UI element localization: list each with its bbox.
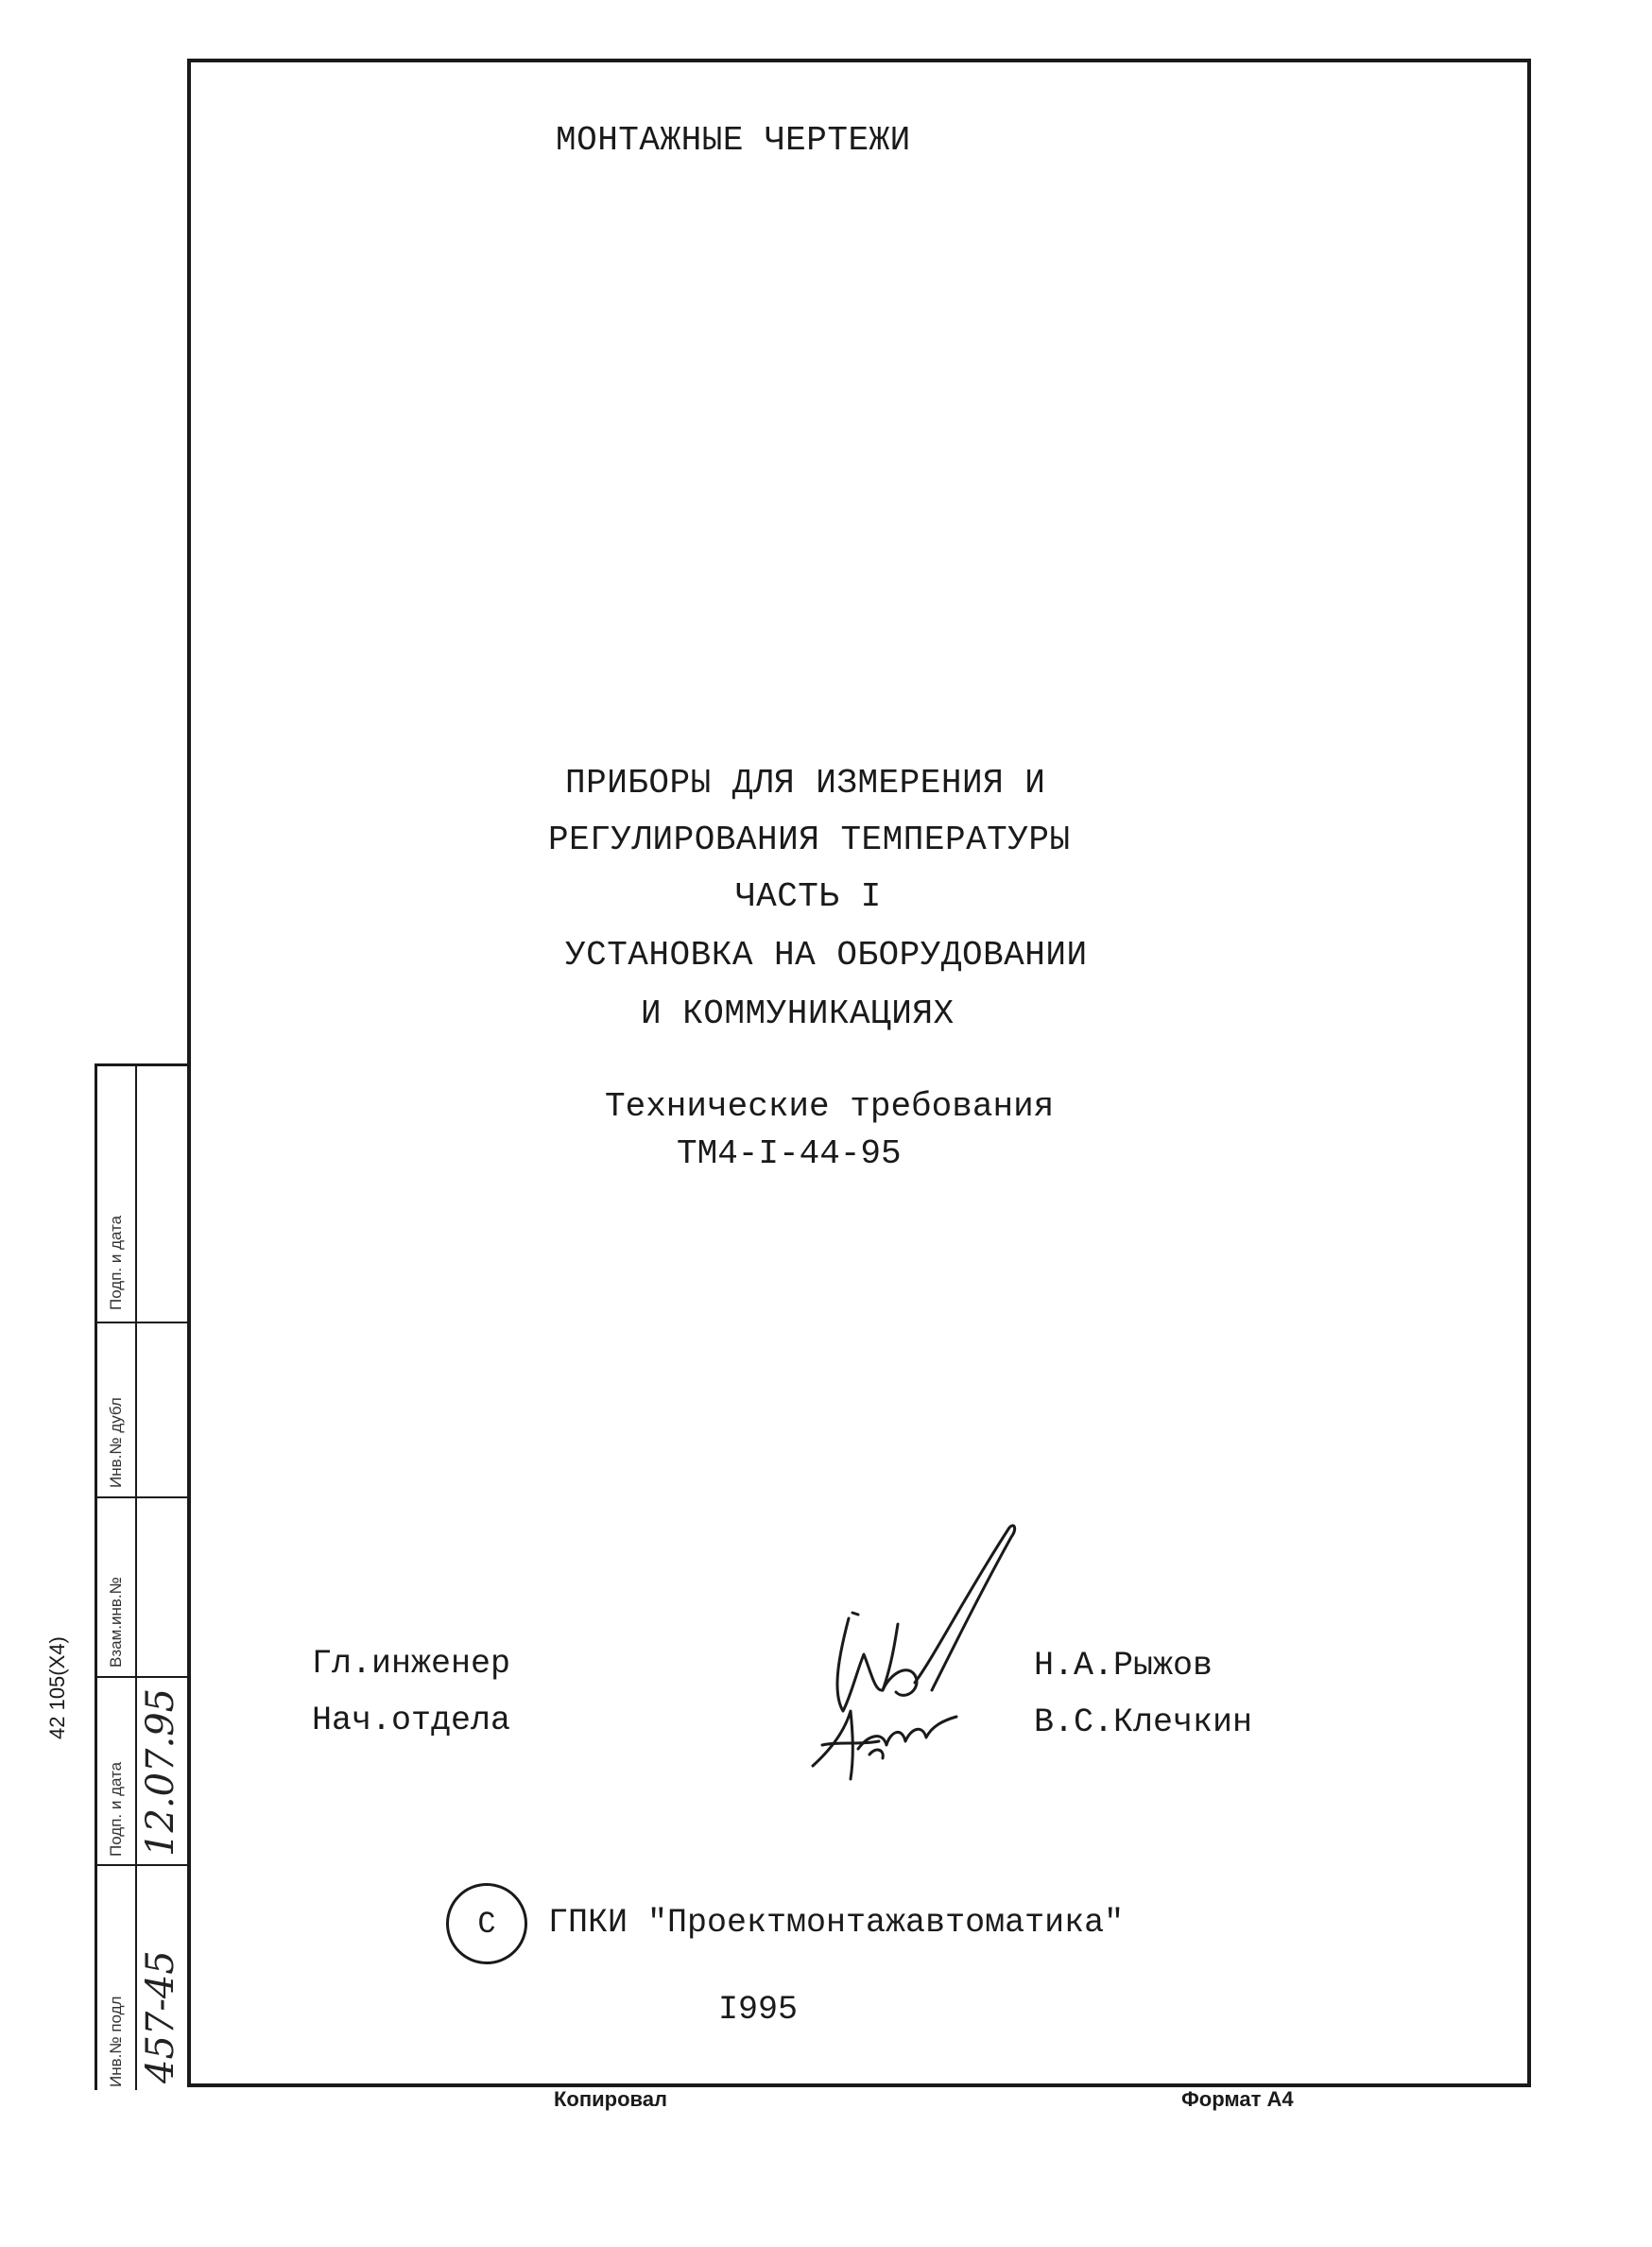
document-year: I995 — [718, 1991, 799, 2029]
signature-role-1: Гл.инженер — [312, 1645, 511, 1683]
signature-name-2: В.С.Клечкин — [1034, 1703, 1253, 1741]
footer-copied: Копировал — [554, 2087, 668, 2111]
stamp-label-podp-data: Подп. и дата — [107, 1761, 125, 1857]
stamp-row-divider — [97, 1496, 187, 1498]
stamp-label-inv-dubl: Инв.№ дубл — [107, 1397, 125, 1488]
stamp-inv-number: 457-45 — [139, 1950, 182, 2083]
title-line-4: УСТАНОВКА НА ОБОРУДОВАНИИ — [565, 936, 1088, 975]
handwritten-signature — [784, 1522, 1040, 1796]
title-line-5: И КОММУНИКАЦИЯХ — [641, 994, 955, 1033]
title-line-2: РЕГУЛИРОВАНИЯ ТЕМПЕРАТУРЫ — [548, 821, 1071, 859]
footer-format: Формат А4 — [1181, 2087, 1294, 2111]
side-stamp — [95, 1063, 187, 2090]
copyright-symbol: С — [477, 1906, 496, 1942]
stamp-row-divider — [97, 1322, 187, 1323]
stamp-label-podp-data-2: Подп. и дата — [107, 1215, 125, 1310]
subtitle: Технические требования — [605, 1087, 1055, 1126]
title-line-3: ЧАСТЬ I — [735, 877, 882, 916]
copyright-icon — [446, 1883, 527, 1964]
signature-name-1: Н.А.Рыжов — [1034, 1647, 1213, 1685]
stamp-date: 12.07.95 — [139, 1687, 182, 1857]
archive-code: 42 105(Х4) — [45, 1636, 69, 1739]
document-header: МОНТАЖНЫЕ ЧЕРТЕЖИ — [556, 121, 911, 160]
stamp-row-divider — [97, 1676, 187, 1678]
signature-role-2: Нач.отдела — [312, 1702, 511, 1739]
document-code: ТМ4-I-44-95 — [677, 1134, 902, 1173]
stamp-column-divider — [135, 1066, 137, 2090]
stamp-label-vzam-inv: Взам.инв.№ — [107, 1577, 125, 1668]
copyright-organization: ГПКИ "Проектмонтажавтоматика" — [548, 1904, 1125, 1942]
title-line-1: ПРИБОРЫ ДЛЯ ИЗМЕРЕНИЯ И — [565, 764, 1046, 803]
stamp-row-divider — [97, 1864, 187, 1866]
stamp-label-inv-podl: Инв.№ подл — [107, 1996, 125, 2087]
